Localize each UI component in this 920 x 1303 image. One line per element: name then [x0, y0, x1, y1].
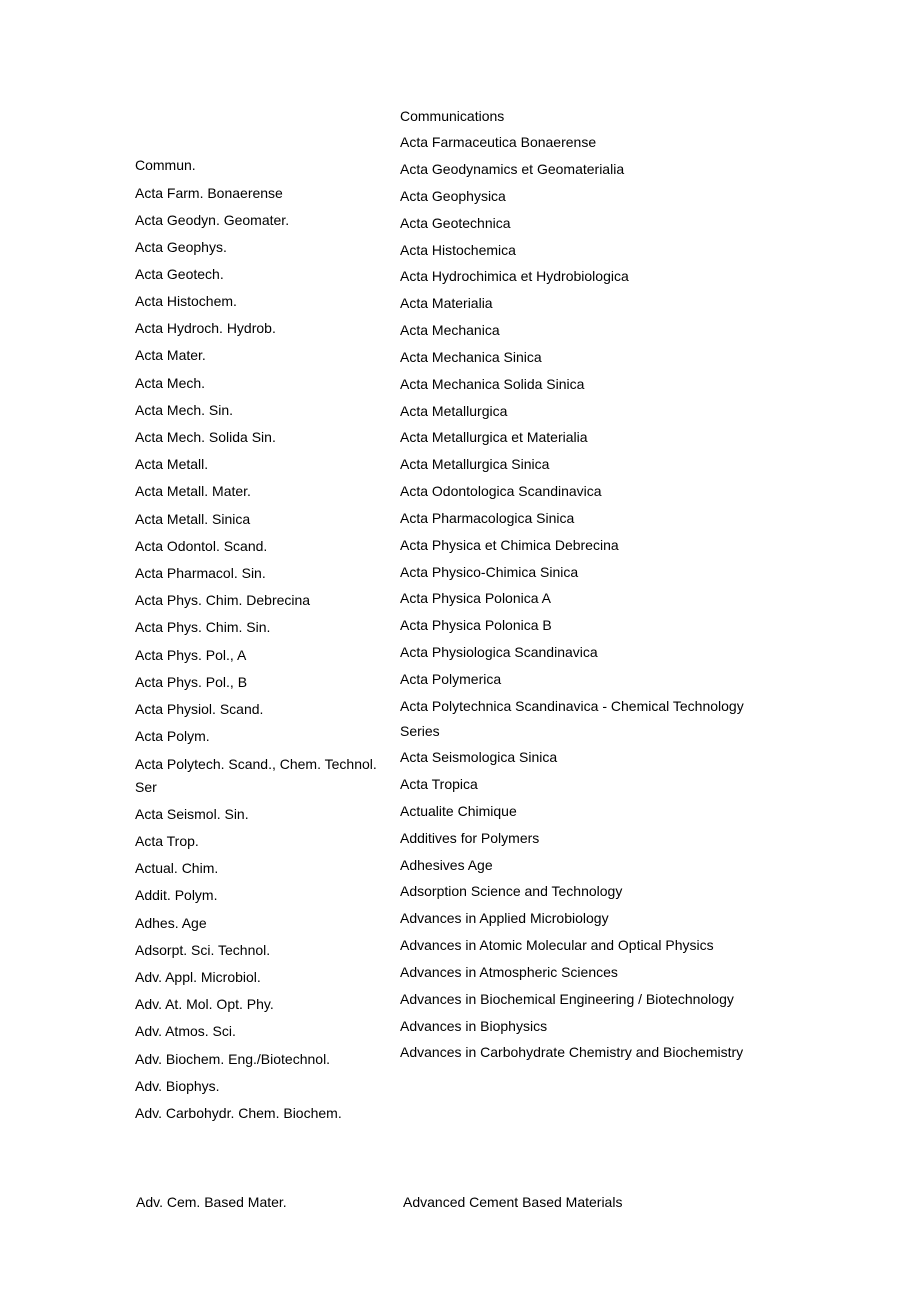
abbrev-item: Acta Polym. — [135, 728, 210, 744]
abbrev-item: Acta Phys. Chim. Sin. — [135, 619, 271, 635]
title-item: Acta Metallurgica — [400, 403, 508, 419]
abbrev-item: Adv. Carbohydr. Chem. Biochem. — [135, 1105, 342, 1121]
abbrev-item: Acta Pharmacol. Sin. — [135, 565, 266, 581]
abbrev-item: Acta Metall. Mater. — [135, 483, 251, 499]
title-item: Acta Metallurgica et Materialia — [400, 429, 588, 445]
title-item: Acta Physica et Chimica Debrecina — [400, 537, 619, 553]
abbrev-item: Adv. Atmos. Sci. — [135, 1023, 236, 1039]
abbrev-item: Adv. Biochem. Eng./Biotechnol. — [135, 1051, 331, 1067]
abbrev-item: Adsorpt. Sci. Technol. — [135, 942, 271, 958]
footer-title: Advanced Cement Based Materials — [403, 1194, 623, 1210]
title-item: Acta Mechanica Solida Sinica — [400, 376, 585, 392]
abbrev-item: Acta Mech. Sin. — [135, 402, 234, 418]
abbrev-item: Acta Trop. — [135, 833, 199, 849]
title-item: Advances in Atmospheric Sciences — [400, 964, 618, 980]
title-item: Acta Farmaceutica Bonaerense — [400, 134, 597, 150]
abbrev-item: Acta Geodyn. Geomater. — [135, 212, 290, 228]
abbrev-item: Adv. Biophys. — [135, 1078, 220, 1094]
title-item: Acta Physiologica Scandinavica — [400, 644, 598, 660]
title-item: Advances in Biophysics — [400, 1018, 548, 1034]
abbrev-item: Acta Phys. Pol., B — [135, 674, 248, 690]
title-item: Advances in Biochemical Engineering / Biotechnology — [400, 991, 734, 1007]
abbrev-item: Acta Physiol. Scand. — [135, 701, 264, 717]
title-item: Acta Tropica — [400, 776, 478, 792]
title-item: Acta Mechanica — [400, 322, 500, 338]
title-item: Acta Hydrochimica et Hydrobiologica — [400, 268, 629, 284]
title-item: Acta Mechanica Sinica — [400, 349, 542, 365]
abbrev-item: Actual. Chim. — [135, 860, 219, 876]
title-item: Acta Metallurgica Sinica — [400, 456, 550, 472]
abbrev-item: Adv. At. Mol. Opt. Phy. — [135, 996, 274, 1012]
abbrev-item: Acta Histochem. — [135, 293, 237, 309]
abbrev-item: Acta Mater. — [135, 347, 206, 363]
title-item: Adsorption Science and Technology — [400, 883, 623, 899]
abbrev-item: Acta Seismol. Sin. — [135, 806, 249, 822]
title-item: Advances in Carbohydrate Chemistry and Biochemistry — [400, 1044, 744, 1060]
abbrev-item: Commun. — [135, 157, 196, 173]
title-item: Acta Materialia — [400, 295, 493, 311]
title-item: Acta Geophysica — [400, 188, 506, 204]
abbrev-item: Acta Metall. Sinica — [135, 511, 251, 527]
title-item: Acta Geotechnica — [400, 215, 511, 231]
title-item: Acta Odontologica Scandinavica — [400, 483, 602, 499]
title-item: Acta Seismologica Sinica — [400, 749, 558, 765]
abbrev-item: Addit. Polym. — [135, 887, 218, 903]
abbrev-item: Acta Geotech. — [135, 266, 224, 282]
abbrev-item: Acta Phys. Pol., A — [135, 647, 247, 663]
abbrev-item: Acta Hydroch. Hydrob. — [135, 320, 276, 336]
title-item: Actualite Chimique — [400, 803, 517, 819]
title-item: Communications — [400, 108, 505, 124]
abbrev-item: Acta Geophys. — [135, 239, 227, 255]
title-item: Adhesives Age — [400, 857, 493, 873]
title-item: Acta Geodynamics et Geomaterialia — [400, 161, 625, 177]
title-item: Acta Physico-Chimica Sinica — [400, 564, 579, 580]
abbrev-item: Adhes. Age — [135, 915, 207, 931]
abbrev-item: Adv. Appl. Microbiol. — [135, 969, 261, 985]
abbrev-item: Acta Mech. — [135, 375, 206, 391]
title-item: Advances in Atomic Molecular and Optical Physics — [400, 937, 714, 953]
abbrev-item: Acta Odontol. Scand. — [135, 538, 268, 554]
title-item: Acta Pharmacologica Sinica — [400, 510, 575, 526]
title-item: Acta Physica Polonica A — [400, 590, 551, 606]
abbrev-item: Acta Farm. Bonaerense — [135, 185, 283, 201]
abbrev-item: Acta Polytech. Scand., Chem. Technol. Ser — [135, 756, 377, 795]
title-item: Advances in Applied Microbiology — [400, 910, 609, 926]
title-item: Acta Physica Polonica B — [400, 617, 552, 633]
title-item: Additives for Polymers — [400, 830, 540, 846]
footer-abbrev: Adv. Cem. Based Mater. — [136, 1194, 287, 1210]
title-item: Acta Polytechnica Scandinavica - Chemical Technology Series — [400, 698, 744, 739]
title-item: Acta Polymerica — [400, 671, 502, 687]
abbrev-item: Acta Phys. Chim. Debrecina — [135, 592, 311, 608]
title-item: Acta Histochemica — [400, 242, 516, 258]
abbrev-item: Acta Metall. — [135, 456, 209, 472]
abbrev-item: Acta Mech. Solida Sin. — [135, 429, 276, 445]
